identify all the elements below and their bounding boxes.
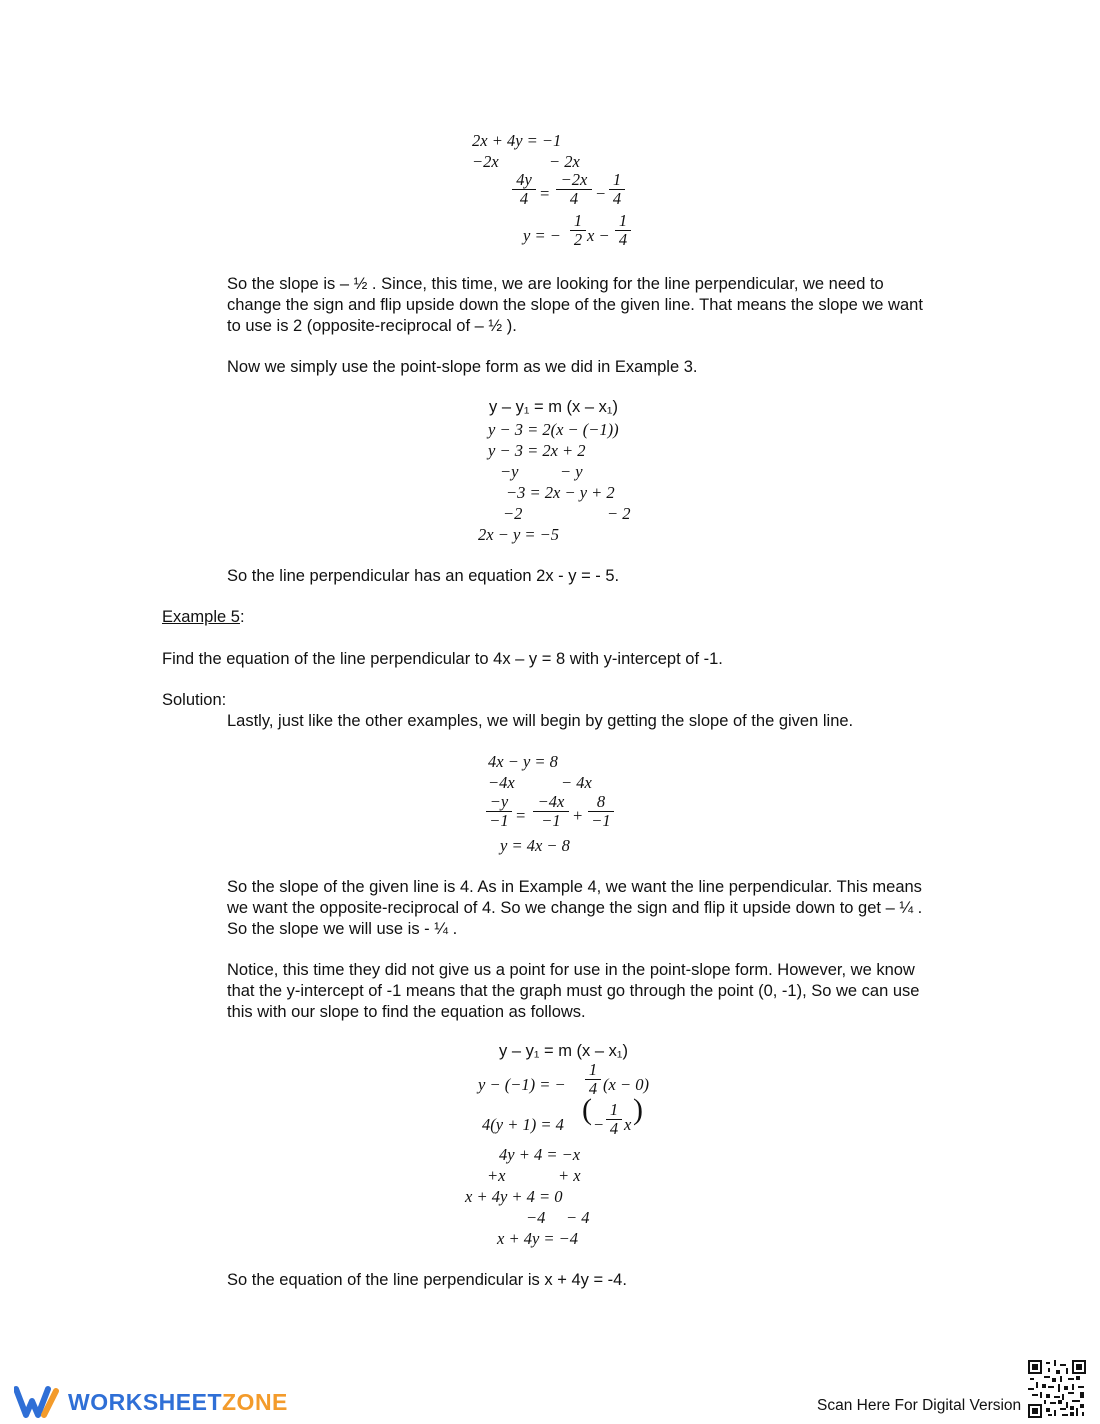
fraction: $\frac{-4x}{-1}$: [533, 793, 569, 830]
problem-statement: Find the equation of the line perpendicular to 4x – y = 8 with y-intercept of -1.: [162, 650, 723, 668]
solution-label: Solution:: [162, 691, 227, 709]
fraction: $\frac{-2x}{4}$: [556, 171, 592, 208]
point-slope-formula: y – y₁ = m (x – x₁): [489, 398, 618, 416]
fraction: $\frac{1}{4}$: [615, 212, 631, 249]
fraction: $\frac{8}{-1}$: [588, 793, 614, 830]
equation-line: y = 4x − 8: [500, 836, 570, 855]
equation-line: x −: [587, 226, 610, 245]
paragraph: So the slope of the given line is 4. As in Example 4, we want the line perpendicular. This means we want the opposite-reciprocal of 4. So we change the sign and flip it upside down to get – ¼ . So the slope we will use is - ¼ .: [227, 878, 923, 938]
equation-line: 4(y + 1) = 4: [482, 1115, 564, 1134]
logo-w-icon: [14, 1385, 60, 1419]
plus-sign: +: [572, 806, 584, 825]
fraction: $\frac{1}{4}$: [585, 1061, 601, 1098]
equation-line: y − (−1) = −: [478, 1075, 566, 1094]
logo-text: WORKSHEETZONE: [68, 1388, 288, 1415]
paragraph: Lastly, just like the other examples, we will begin by getting the slope of the given line.: [227, 712, 854, 730]
equation-line: − 2x: [549, 152, 580, 171]
fraction: $\frac{1}{4}$: [609, 171, 625, 208]
equation-line: 4y + 4 = −x: [499, 1145, 581, 1164]
fraction: $\frac{1}{2}$: [570, 212, 586, 249]
equation-line: − 4x: [561, 773, 592, 792]
paragraph: So the line perpendicular has an equation 2x - y = - 5.: [227, 567, 620, 585]
worksheetzone-logo[interactable]: [14, 1384, 288, 1420]
equation-line: x + 4y + 4 = 0: [465, 1187, 563, 1206]
equation-line: + x: [558, 1166, 581, 1185]
equation-line: 4x − y = 8: [488, 752, 558, 771]
equals-sign: =: [539, 184, 551, 203]
equation-line: − 2: [607, 504, 631, 523]
paren: ): [633, 1093, 643, 1126]
equation-line: −y: [500, 462, 519, 481]
point-slope-formula: y – y₁ = m (x – x₁): [499, 1042, 628, 1060]
minus-sign: −: [595, 184, 607, 203]
variable: x: [624, 1115, 632, 1134]
equation-line: 2x + 4y = −1: [472, 131, 562, 150]
equation-line: −4: [526, 1208, 546, 1227]
fraction: $\frac{1}{4}$: [606, 1101, 622, 1138]
equation-line: x + 4y = −4: [497, 1229, 579, 1248]
fraction: $\frac{4y}{4}$: [512, 171, 536, 208]
fraction: $\frac{-y}{-1}$: [486, 793, 512, 830]
equation-line: − 4: [566, 1208, 590, 1227]
equals-sign: =: [515, 806, 527, 825]
equation-line: y = −: [523, 226, 561, 245]
equation-line: −3 = 2x − y + 2: [506, 483, 615, 502]
equation-line: −2: [503, 504, 523, 523]
equation-line: y − 3 = 2(x − (−1)): [488, 420, 619, 439]
scan-caption: Scan Here For Digital Version: [817, 1397, 1022, 1414]
minus-sign: −: [593, 1115, 605, 1134]
paragraph: Notice, this time they did not give us a point for use in the point-slope form. However, we know that the y-intercept of -1 means that the graph must go through the point (0, -1), So we can use this with our slope to find the equation as follows.: [227, 961, 920, 1021]
equation-line: y − 3 = 2x + 2: [488, 441, 586, 460]
paragraph: So the slope is – ½ . Since, this time, we are looking for the line perpendicular, we need to change the sign and flip upside down the slope of the given line. That means the slope we want to use is 2 (opposite-reciprocal of – ½ ).: [227, 275, 923, 335]
equation-line: (x − 0): [603, 1075, 649, 1094]
paren: (: [582, 1093, 592, 1126]
example-heading: Example 5:: [162, 608, 245, 626]
equation-line: −4x: [488, 773, 515, 792]
paragraph: So the equation of the line perpendicular is x + 4y = -4.: [227, 1271, 627, 1289]
qr-code-icon[interactable]: [1028, 1360, 1086, 1418]
equation-line: − y: [560, 462, 583, 481]
paragraph: Now we simply use the point-slope form as we did in Example 3.: [227, 358, 698, 376]
equation-line: −2x: [472, 152, 499, 171]
equation-line: +x: [487, 1166, 506, 1185]
equation-line: 2x − y = −5: [478, 525, 560, 544]
